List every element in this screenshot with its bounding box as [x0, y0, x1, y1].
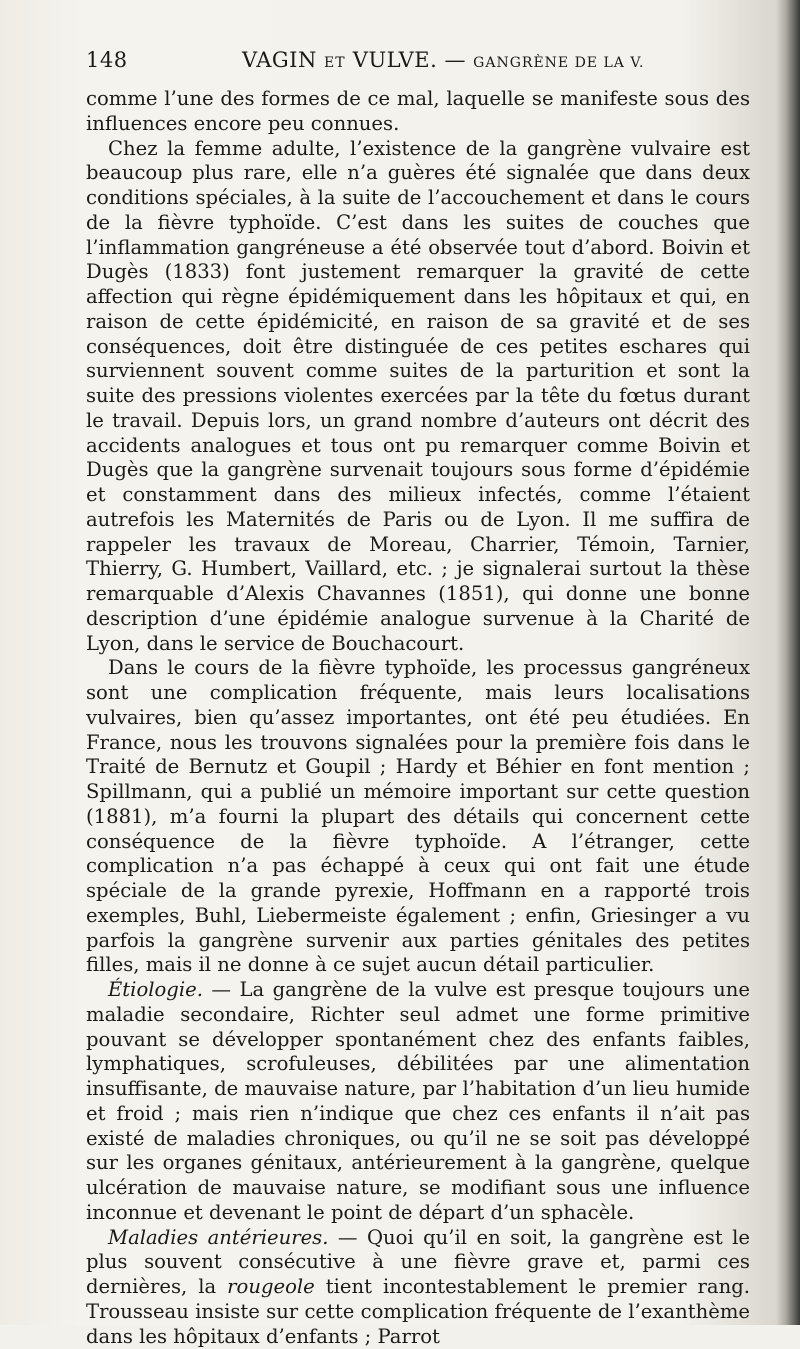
- body-text: [86, 87, 750, 1349]
- section-heading-etiologie: Étiologie.: [108, 978, 203, 1001]
- running-title-main: VAGIN: [242, 48, 317, 72]
- page-number: 148: [86, 48, 128, 72]
- running-title-dash: —: [444, 48, 466, 72]
- paragraph-maladies-anterieures: [86, 1226, 750, 1349]
- paragraph-text: — La gangrène de la vulve est presque toujours une maladie secondaire, Richter seul admet une forme primitive pouvant se développer spontanément chez des enfants faibles, lymphatiques, scrofuleuses, débilitées par une alimentation insuffisante, de mauvaise nature, par l’habitation d’un lieu humide et froid ; mais rien n’indique que chez ces enfants il n’ait pas existé de maladies chroniques, ou qu’il ne se soit pas développé sur les organes génitaux, antérieurement à la gangrène, quelque ulcération de mauvaise nature, se modifiant sous une influence inconnue et devenant le point de départ d’un sphacèle.: [86, 978, 750, 1224]
- paragraph-text: Dans le cours de la fièvre typhoïde, les processus gangréneux sont une complication fréquente, mais leurs localisations vulvaires, bien qu’assez importantes, ont été peu étudiées. En France, nous les trouvons signalées pour la première fois dans le Traité de Bernutz et Goupil ; Hardy et Béhier en font mention ; Spillmann, qui a publié un mémoire important sur cette question (1881), m’a fourni la plupart des détails qui concernent cette conséquence de la fièvre typhoïde. A l’étranger, cette complication n’a pas échappé à ceux qui ont fait une étude spéciale de la grande pyrexie, Hoffmann en a rapporté trois exemples, Buhl, Liebermeiste également ; enfin, Griesinger a vu parfois la gangrène survenir aux parties génitales des petites filles, mais il ne donne à ce sujet aucun détail particulier.: [86, 656, 750, 976]
- running-header: [86, 48, 750, 80]
- book-spine-shadow: [786, 0, 800, 1325]
- paragraph-fievre-typhoide: [86, 656, 750, 978]
- running-title-section: GANGRÈNE DE LA V.: [473, 55, 644, 71]
- running-title-et: ET: [324, 55, 346, 71]
- paragraph-text-tail: tient incontestablement le premier rang. Trousseau insiste sur cette complication fréquente de l’exanthème dans les hôpitaux d’enfants ; Parrot: [86, 1275, 750, 1348]
- paragraph-femme-adulte: [86, 137, 750, 657]
- paragraph-text: comme l’une des formes de ce mal, laquelle se manifeste sous des influences encore peu connues.: [86, 87, 750, 135]
- paragraph-etiologie: [86, 978, 750, 1226]
- paragraph-continuation: [86, 87, 750, 137]
- section-heading-maladies: Maladies antérieures.: [108, 1226, 328, 1249]
- paragraph-text: — Quoi qu’il en soit, la gangrène est le plus souvent consécutive à une fièvre grave et, parmi ces dernières, la: [86, 1226, 750, 1299]
- running-title-main2: VULVE.: [353, 48, 438, 72]
- running-title: [242, 48, 644, 72]
- paragraph-text: Chez la femme adulte, l’existence de la gangrène vulvaire est beaucoup plus rare, elle n’a guères été signalée que dans deux conditions spéciales, à la suite de l’accouchement et dans le cours de la fièvre typhoïde. C’est dans les suites de couches que l’inflammation gangréneuse a été observée tout d’abord. Boivin et Dugès (1833) font justement remarquer la gravité de cette affection qui règne épidémiquement dans les hôpitaux et qui, en raison de cette épidémicité, en raison de sa gravité et de ses conséquences, doit être distinguée de ces petites eschares qui surviennent souvent comme suites de la parturition et sont la suite des pressions violentes exercées par la tête du fœtus durant le travail. Depuis lors, un grand nombre d’auteurs ont décrit des accidents analogues et tous ont pu remarquer comme Boivin et Dugès que la gangrène survenait toujours sous forme d’épidémie et constamment dans des milieux infectés, comme l’étaient autrefois les Maternités de Paris ou de Lyon. Il me suffira de rappeler les travaux de Moreau, Charrier, Témoin, Tarnier, Thierry, G. Humbert, Vaillard, etc. ; je signalerai surtout la thèse remarquable d’Alexis Chavannes (1851), qui donne une bonne description d’une épidémie analogue survenue à la Charité de Lyon, dans le service de Bouchacourt.: [86, 137, 750, 655]
- emphasis-rougeole: rougeole: [227, 1275, 315, 1298]
